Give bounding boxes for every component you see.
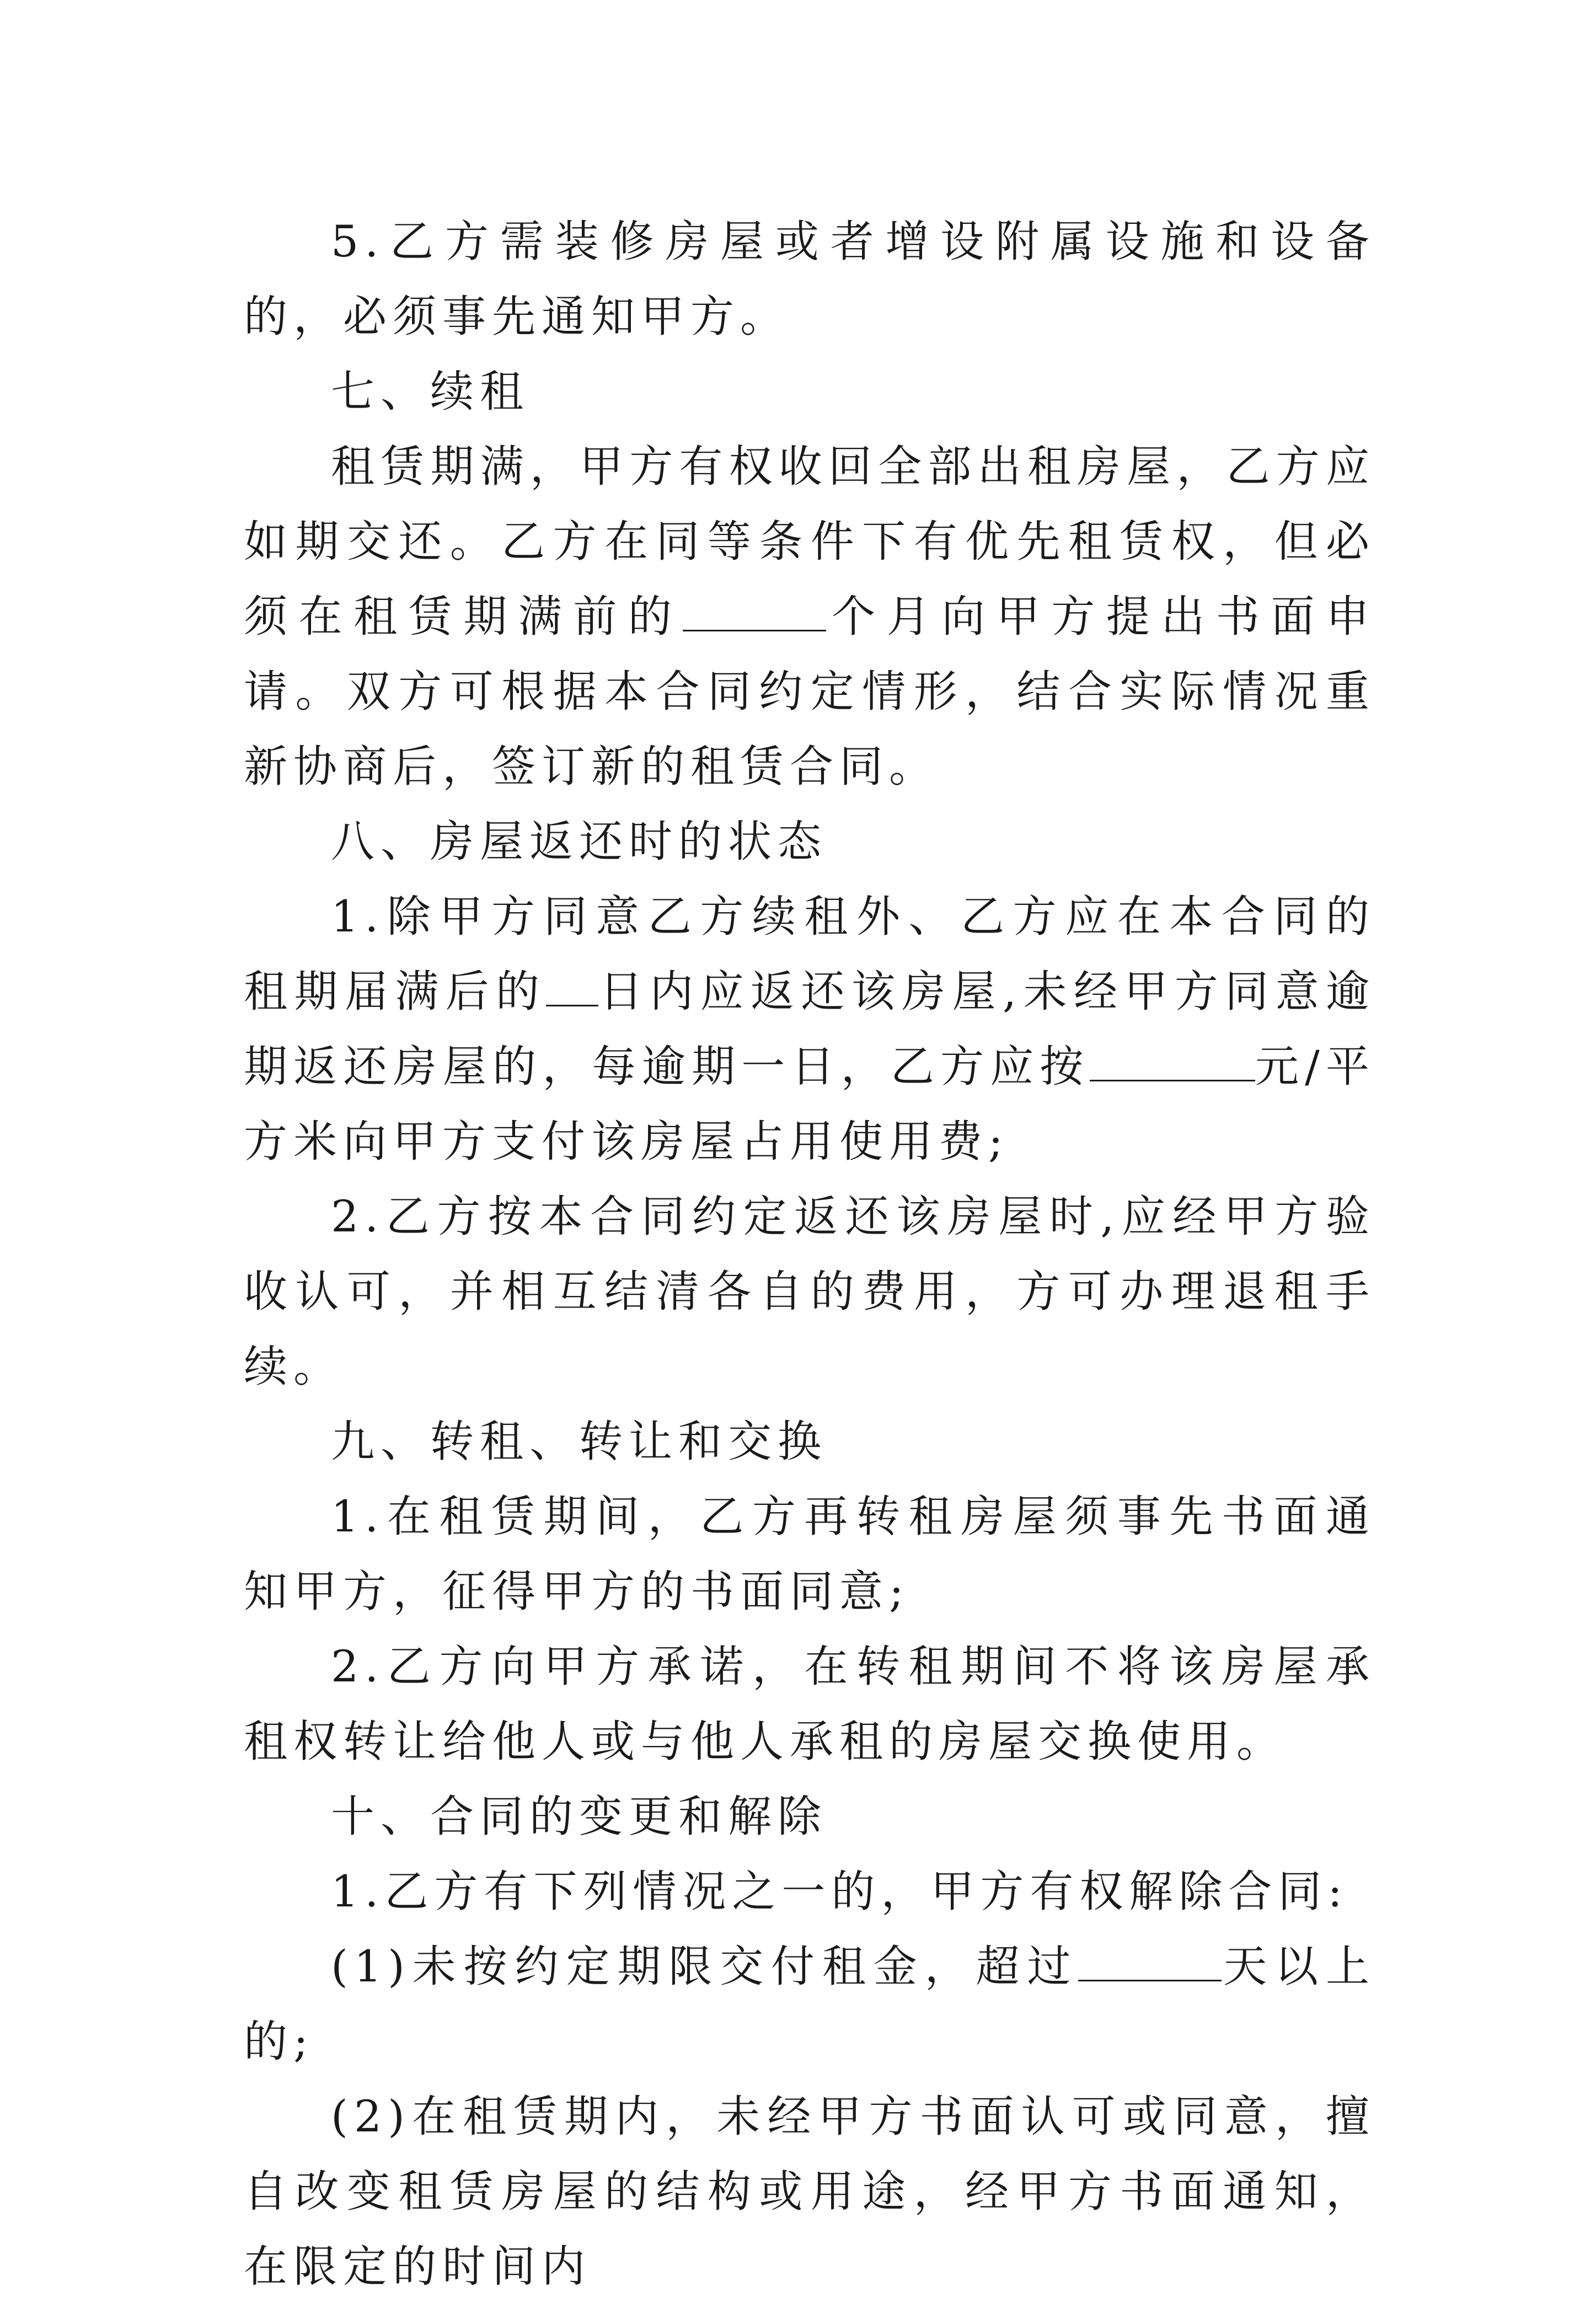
termination-item-2: (2)在租赁期内，未经甲方书面认可或同意，擅自改变租赁房屋的结构或用途，经甲方书面通知，在限定的时间内: [244, 2091, 1375, 2292]
return-text-a: 1.除甲方同意乙方续租外、乙方应在本合同的租期届满后的: [244, 891, 1375, 1017]
section-heading-return-state: 八、房屋返还时的状态: [331, 816, 827, 867]
return-clause-2: 2.乙方按本合同约定返还该房屋时,应经甲方验收认可，并相互结清各自的费用，方可办理退租手续。: [244, 1191, 1375, 1392]
section-heading-renewal: 七、续租: [331, 366, 529, 417]
overdue-text-b: 天以上的;: [244, 1941, 1376, 2067]
clause-5-decoration-notice: 5.乙方需装修房屋或者增设附属设施和设备的，必须事先通知甲方。: [244, 216, 1375, 342]
renewal-paragraph: [244, 429, 1375, 804]
sublease-clause-2: 2.乙方向甲方承诺，在转租期间不将该房屋承租权转让给他人或与他人承租的房屋交换使用。: [244, 1641, 1375, 1767]
renewal-text-b: 个月向甲方提出书面申请。双方可根据本合同约定情形，结合实际情况重新协商后，签订新的租赁合同。: [244, 591, 1376, 792]
fee-per-sqm-blank: [1090, 1047, 1255, 1081]
days-blank: [546, 972, 598, 1006]
renewal-text-a: 租赁期满，甲方有权收回全部出租房屋，乙方应如期交还。乙方在同等条件下有优先租赁权，但必须在租赁期满前的: [244, 441, 1375, 642]
return-text-b: 日内应返还该房屋,未经甲方同意逾期返还房屋的，每逾期一日，乙方应按: [244, 966, 1375, 1092]
overdue-text-a: (1)未按约定期限交付租金，超过: [331, 1941, 1079, 1992]
section-heading-sublease: 九、转租、转让和交换: [331, 1416, 827, 1467]
section-heading-change-termination: 十、合同的变更和解除: [331, 1791, 827, 1842]
sublease-clause-1: 1.在租赁期间，乙方再转租房屋须事先书面通知甲方，征得甲方的书面同意;: [244, 1491, 1375, 1617]
return-text-c: 元/平方米向甲方支付该房屋占用使用费;: [244, 1041, 1375, 1167]
return-clause-1: [244, 879, 1375, 1179]
termination-clause-1: 1.乙方有下列情况之一的，甲方有权解除合同:: [331, 1866, 1348, 1917]
document-body: [244, 204, 1375, 2304]
overdue-days-blank: [1078, 1947, 1222, 1981]
months-blank: [683, 597, 826, 631]
termination-item-1: [244, 1929, 1375, 2079]
